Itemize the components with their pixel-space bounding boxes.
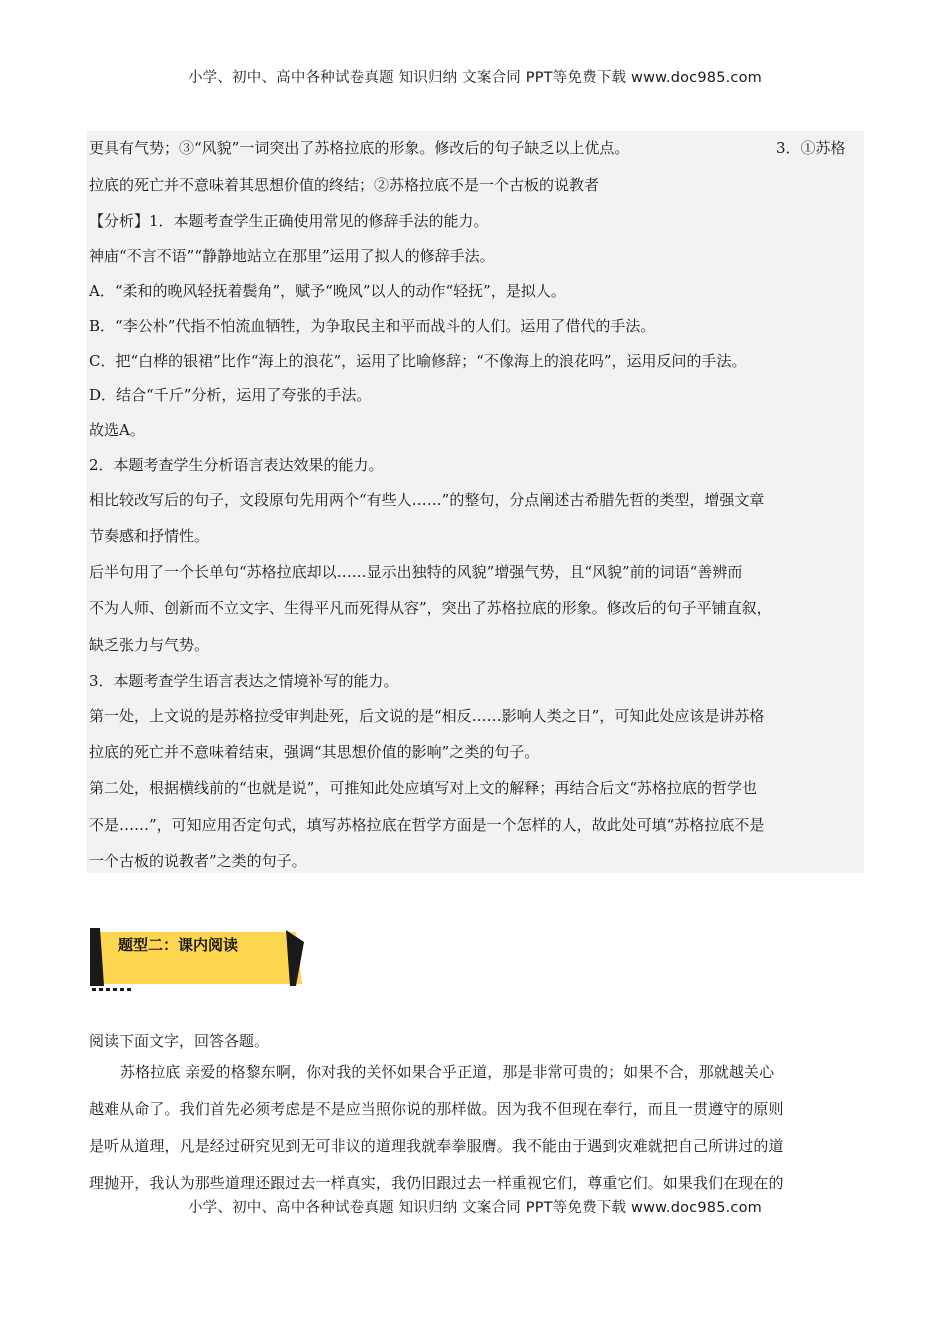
analysis-line: 后半句用了一个长单句“苏格拉底却以……显示出独特的风貌”增强气势，且“风貌”前的词语“善辨而 <box>89 563 743 581</box>
analysis-line: C．把“白桦的银裙”比作“海上的浪花”，运用了比喻修辞；“不像海上的浪花吗”，运用反问的手法。 <box>89 352 747 370</box>
reading-line: 是听从道理，凡是经过研究见到无可非议的道理我就奉拳服膺。我不能由于遇到灾难就把自己所讲过的道 <box>89 1137 784 1155</box>
analysis-line: B．“李公朴”代指不怕流血牺牲，为争取民主和平而战斗的人们。运用了借代的手法。 <box>89 317 656 335</box>
analysis-line: 缺乏张力与气势。 <box>89 636 210 654</box>
section-banner <box>90 928 304 986</box>
analysis-line: 神庙“不言不语”“静静地站立在那里”运用了拟人的修辞手法。 <box>89 247 495 265</box>
answer-line-2: 拉底的死亡并不意味着其思想价值的终结；②苏格拉底不是一个古板的说教者 <box>89 176 600 194</box>
page-footer: 小学、初中、高中各种试卷真题 知识归纳 文案合同 PPT等免费下载 www.doc985.com <box>187 1200 763 1216</box>
section-title: 题型二：课内阅读 <box>118 936 239 954</box>
answer-line-1-left: 更具有气势；③“风貌”一词突出了苏格拉底的形象。修改后的句子缺乏以上优点。 <box>89 139 630 157</box>
reading-line: 苏格拉底 亲爱的格黎东啊，你对我的关怀如果合乎正道，那是非常可贵的；如果不合，那就越关心 <box>120 1063 775 1081</box>
analysis-line: 拉底的死亡并不意味着结束，强调“其思想价值的影响”之类的句子。 <box>89 743 540 761</box>
reading-line: 理抛开，我认为那些道理还跟过去一样真实，我仍旧跟过去一样重视它们，尊重它们。如果我们在现在的 <box>89 1174 784 1192</box>
analysis-line: 故选A。 <box>89 421 145 439</box>
analysis-line: A．“柔和的晚风轻抚着鬓角”，赋予“晚风”以人的动作“轻抚”，是拟人。 <box>89 282 566 300</box>
analysis-line: D．结合“千斤”分析，运用了夸张的手法。 <box>89 386 372 404</box>
analysis-line: 节奏感和抒情性。 <box>89 527 210 545</box>
reading-instruction: 阅读下面文字，回答各题。 <box>89 1032 270 1050</box>
analysis-line: 【分析】1．本题考查学生正确使用常见的修辞手法的能力。 <box>89 212 489 230</box>
analysis-line: 3．本题考查学生语言表达之情境补写的能力。 <box>89 672 399 690</box>
reading-line: 越难从命了。我们首先必须考虑是不是应当照你说的那样做。因为我不但现在奉行，而且一贯遵守的原则 <box>89 1100 784 1118</box>
analysis-line: 一个古板的说教者”之类的句子。 <box>89 852 307 870</box>
analysis-line: 第二处，根据横线前的“也就是说”，可推知此处应填写对上文的解释；再结合后文“苏格拉底的哲学也 <box>89 779 758 797</box>
page-header: 小学、初中、高中各种试卷真题 知识归纳 文案合同 PPT等免费下载 www.doc985.com <box>187 70 763 86</box>
analysis-line: 第一处，上文说的是苏格拉受审判赴死，后文说的是“相反……影响人类之日”，可知此处应该是讲苏格 <box>89 707 765 725</box>
analysis-line: 不是……”，可知应用否定句式，填写苏格拉底在哲学方面是一个怎样的人，故此处可填“苏格拉底不是 <box>89 816 765 834</box>
analysis-line: 2．本题考查学生分析语言表达效果的能力。 <box>89 456 384 474</box>
answer-line-1 <box>89 138 846 158</box>
analysis-line: 不为人师、创新而不立文字、生得平凡而死得从容”，突出了苏格拉底的形象。修改后的句子平铺直叙， <box>89 599 772 617</box>
answer-line-1-right: 3．①苏格 <box>776 139 846 157</box>
banner-underline <box>92 988 132 991</box>
analysis-line: 相比较改写后的句子，文段原句先用两个“有些人……”的整句，分点阐述古希腊先哲的类型，增强文章 <box>89 491 765 509</box>
